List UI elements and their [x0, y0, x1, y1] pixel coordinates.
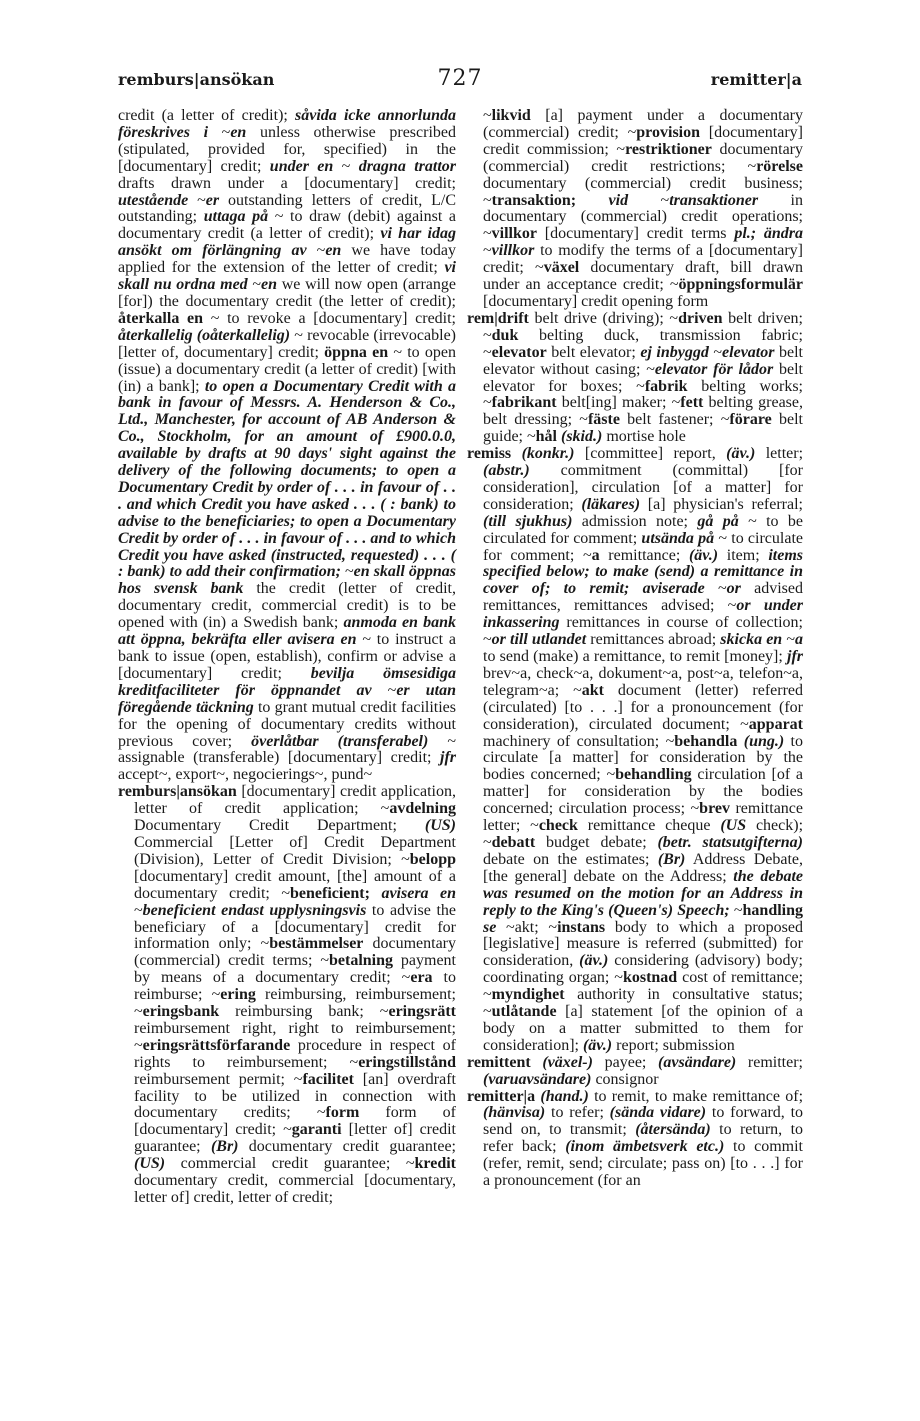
left-guide-word: remburs|ansökan	[118, 70, 275, 89]
entry-remiss: remiss (konkr.) [committee] report, (äv.) letter; (abstr.) commitment (committal) [for consideration], circulation [of a matter] for consideration; (läkares) [a] physician's referral; (till sjukhus) admission note; gå på ~ to be circulated for comment; utsända på ~ to circulate for comment; ~a remittance; (äv.) item; items specified below; to make (send) a remittance in cover of; to remit; aviserade ~or advised remittances, remittances advised; ~or under inkassering remittances in course of collection; ~or till utlandet remittances abroad; skicka en ~a to send (make) a remittance, to remit [money]; jfr brev~a, check~a, dokument~a, post~a, telefon~a, telegram~a; ~akt document (letter) referred (circulated) [to . . .] for a pronouncement (for consideration), circulated document; ~apparat machinery of consultation; ~behandla (ung.) to circulate [a matter] for consideration by the bodies concerned; ~behandling circulation [of a matter] for consideration by the bodies concerned; circulation process; ~brev remittance letter; ~check remittance cheque (US check); ~debatt budget debate; (betr. statsutgifterna) debate on the estimates; (Br) Address Debate, [the general] debate on the Address; the debate was resumed on the motion for an Address in reply to the King's (Queen's) Speech; ~handling se ~akt; ~instans body to which a proposed [legislative] measure is referred (submitted) for consideration, (äv.) considering (advisory) body; coordinating organ; ~kostnad cost of remittance; ~myndighet authority in consultative status; ~utlåtande [a] statement [of the opinion of a body on a matter submitted to them for consideration]; (äv.) report; submission	[467, 445, 804, 1054]
entry-continuation: credit (a letter of credit); såvida icke annorlunda föreskrives i ~en unless otherwise prescribed (stipulated, provided for, specified) in the [documentary] credit; under en ~ dragna trattor drafts drawn under a [documentary] credit; utestående ~er outstanding letters of credit, L/C outstanding; uttaga på ~ to draw (debit) against a documentary credit (a letter of credit); vi har idag ansökt om förlängning av ~en we have today applied for the extension of the letter of credit; vi skall nu ordna med ~en we will now open (arrange [for]) the documentary credit (the letter of credit); återkalla en ~ to revoke a [documentary] credit; återkallelig (oåterkallelig) ~ revocable (irrevocable) [letter of, documentary] credit; öppna en ~ to open (issue) a documentary credit (a letter of credit) [with (in) a bank]; to open a Documentary Credit with a bank in favour of Messrs. A. Henderson & Co., Ltd., Manchester, for account of AB Anderson & Co., Stockholm, for an amount of £900.0.0, available by drafts at 90 days' sight against the delivery of the following documents; to open a Documentary Credit by order of . . . in favour of . . . and which Credit you have asked . . . ( : bank) to advise to the beneficiaries; to open a Documentary Credit by order of . . . in favour of . . . and to which Credit you have asked (instructed, requested) . . . ( : bank) to add their confirmation; ~en skall öppnas hos svensk bank the credit (letter of credit, documentary credit, commercial credit) is to be opened with (in) a Swedish bank; anmoda en bank att öppna, bekräfta eller avisera en ~ to instruct a bank to issue (open, establish), confirm or advise a [documentary] credit; bevilja ömsesidiga kreditfaciliteter för öppnandet av ~er utan föregående täckning to grant mutual credit facilities for the opening of documentary credits without previous cover; överlåtbar (transferabel) ~ assignable (transferable) [documentary] credit; jfr accept~, export~, negocierings~, pund~	[118, 107, 457, 784]
page-number: 727	[437, 66, 483, 91]
entry-remittent: remittent (växel-) payee; (avsändare) remitter; (varuavsändare) consignor	[467, 1053, 803, 1088]
entry-remburs-ansokan: remburs|ansökan [documentary] credit application, letter of credit application; ~avdelning Documentary Credit Department; (US) Commercial [Letter of] Credit Department (Division), Letter of Credit Division; ~belopp [documentary] credit amount, [the] amount of a documentary credit; ~beneficient; avisera en ~beneficient endast upplysningsvis to advise the beneficiary of a [documentary] credit for information only; ~bestämmelser documentary (commercial) credit terms; ~betalning payment by means of a documentary credit; ~era to reimburse; ~ering reimbursing, reimbursement; ~eringsbank reimbursing bank; ~eringsrätt reimbursement right, right to reimbursement; ~eringsrättsförfarande procedure in respect of rights to reimbursement; ~eringstillstånd reimbursement permit; ~facilitet [an] overdraft facility to be utilized in connection with documentary credits; ~form form of [documentary] credit; ~garanti [letter of] credit guarantee; (Br) documentary credit guarantee; (US) commercial credit guarantee; ~kredit documentary credit, commercial [documentary, letter of] credit, letter of credit;	[118, 783, 457, 1206]
entry-remittera: remitter|a (hand.) to remit, to make remittance of; (hänvisa) to refer; (sända vidare) to forward, to send on, to transmit; (återsända) to return, to refer back; (inom ämbetsverk etc.) to commit (refer, remit, send; circulate; pass on) [to . . .] for a pronouncement (for an	[467, 1087, 804, 1190]
page-header	[118, 66, 802, 94]
right-column	[467, 108, 803, 1190]
right-guide-word: remitter|a	[710, 70, 802, 89]
entry-continuation: ~likvid [a] payment under a documentary (commercial) credit; ~provision [documentary] credit commission; ~restriktioner documentary (commercial) credit restrictions; ~rörelse documentary (commercial) credit business; ~transaktion; vid ~transaktioner in documentary (commercial) credit operations; ~villkor [documentary] credit terms pl.; ändra ~villkor to modify the terms of a [documentary] credit; ~växel documentary draft, bill drawn under an acceptance credit; ~öppningsformulär [documentary] credit opening form	[483, 107, 804, 310]
entry-rem-drift: rem|drift belt drive (driving); ~driven belt driven; ~duk belting duck, transmission fabric; ~elevator belt elevator; ej inbyggd ~elevator belt elevator without casing; ~elevator för lådor belt elevator for boxes; ~fabrik belting works; ~fabrikant belt[ing] maker; ~fett belting grease, belt dressing; ~fäste belt fastener; ~förare belt guide; ~hål (skid.) mortise hole	[467, 309, 804, 446]
left-column	[118, 108, 456, 1207]
